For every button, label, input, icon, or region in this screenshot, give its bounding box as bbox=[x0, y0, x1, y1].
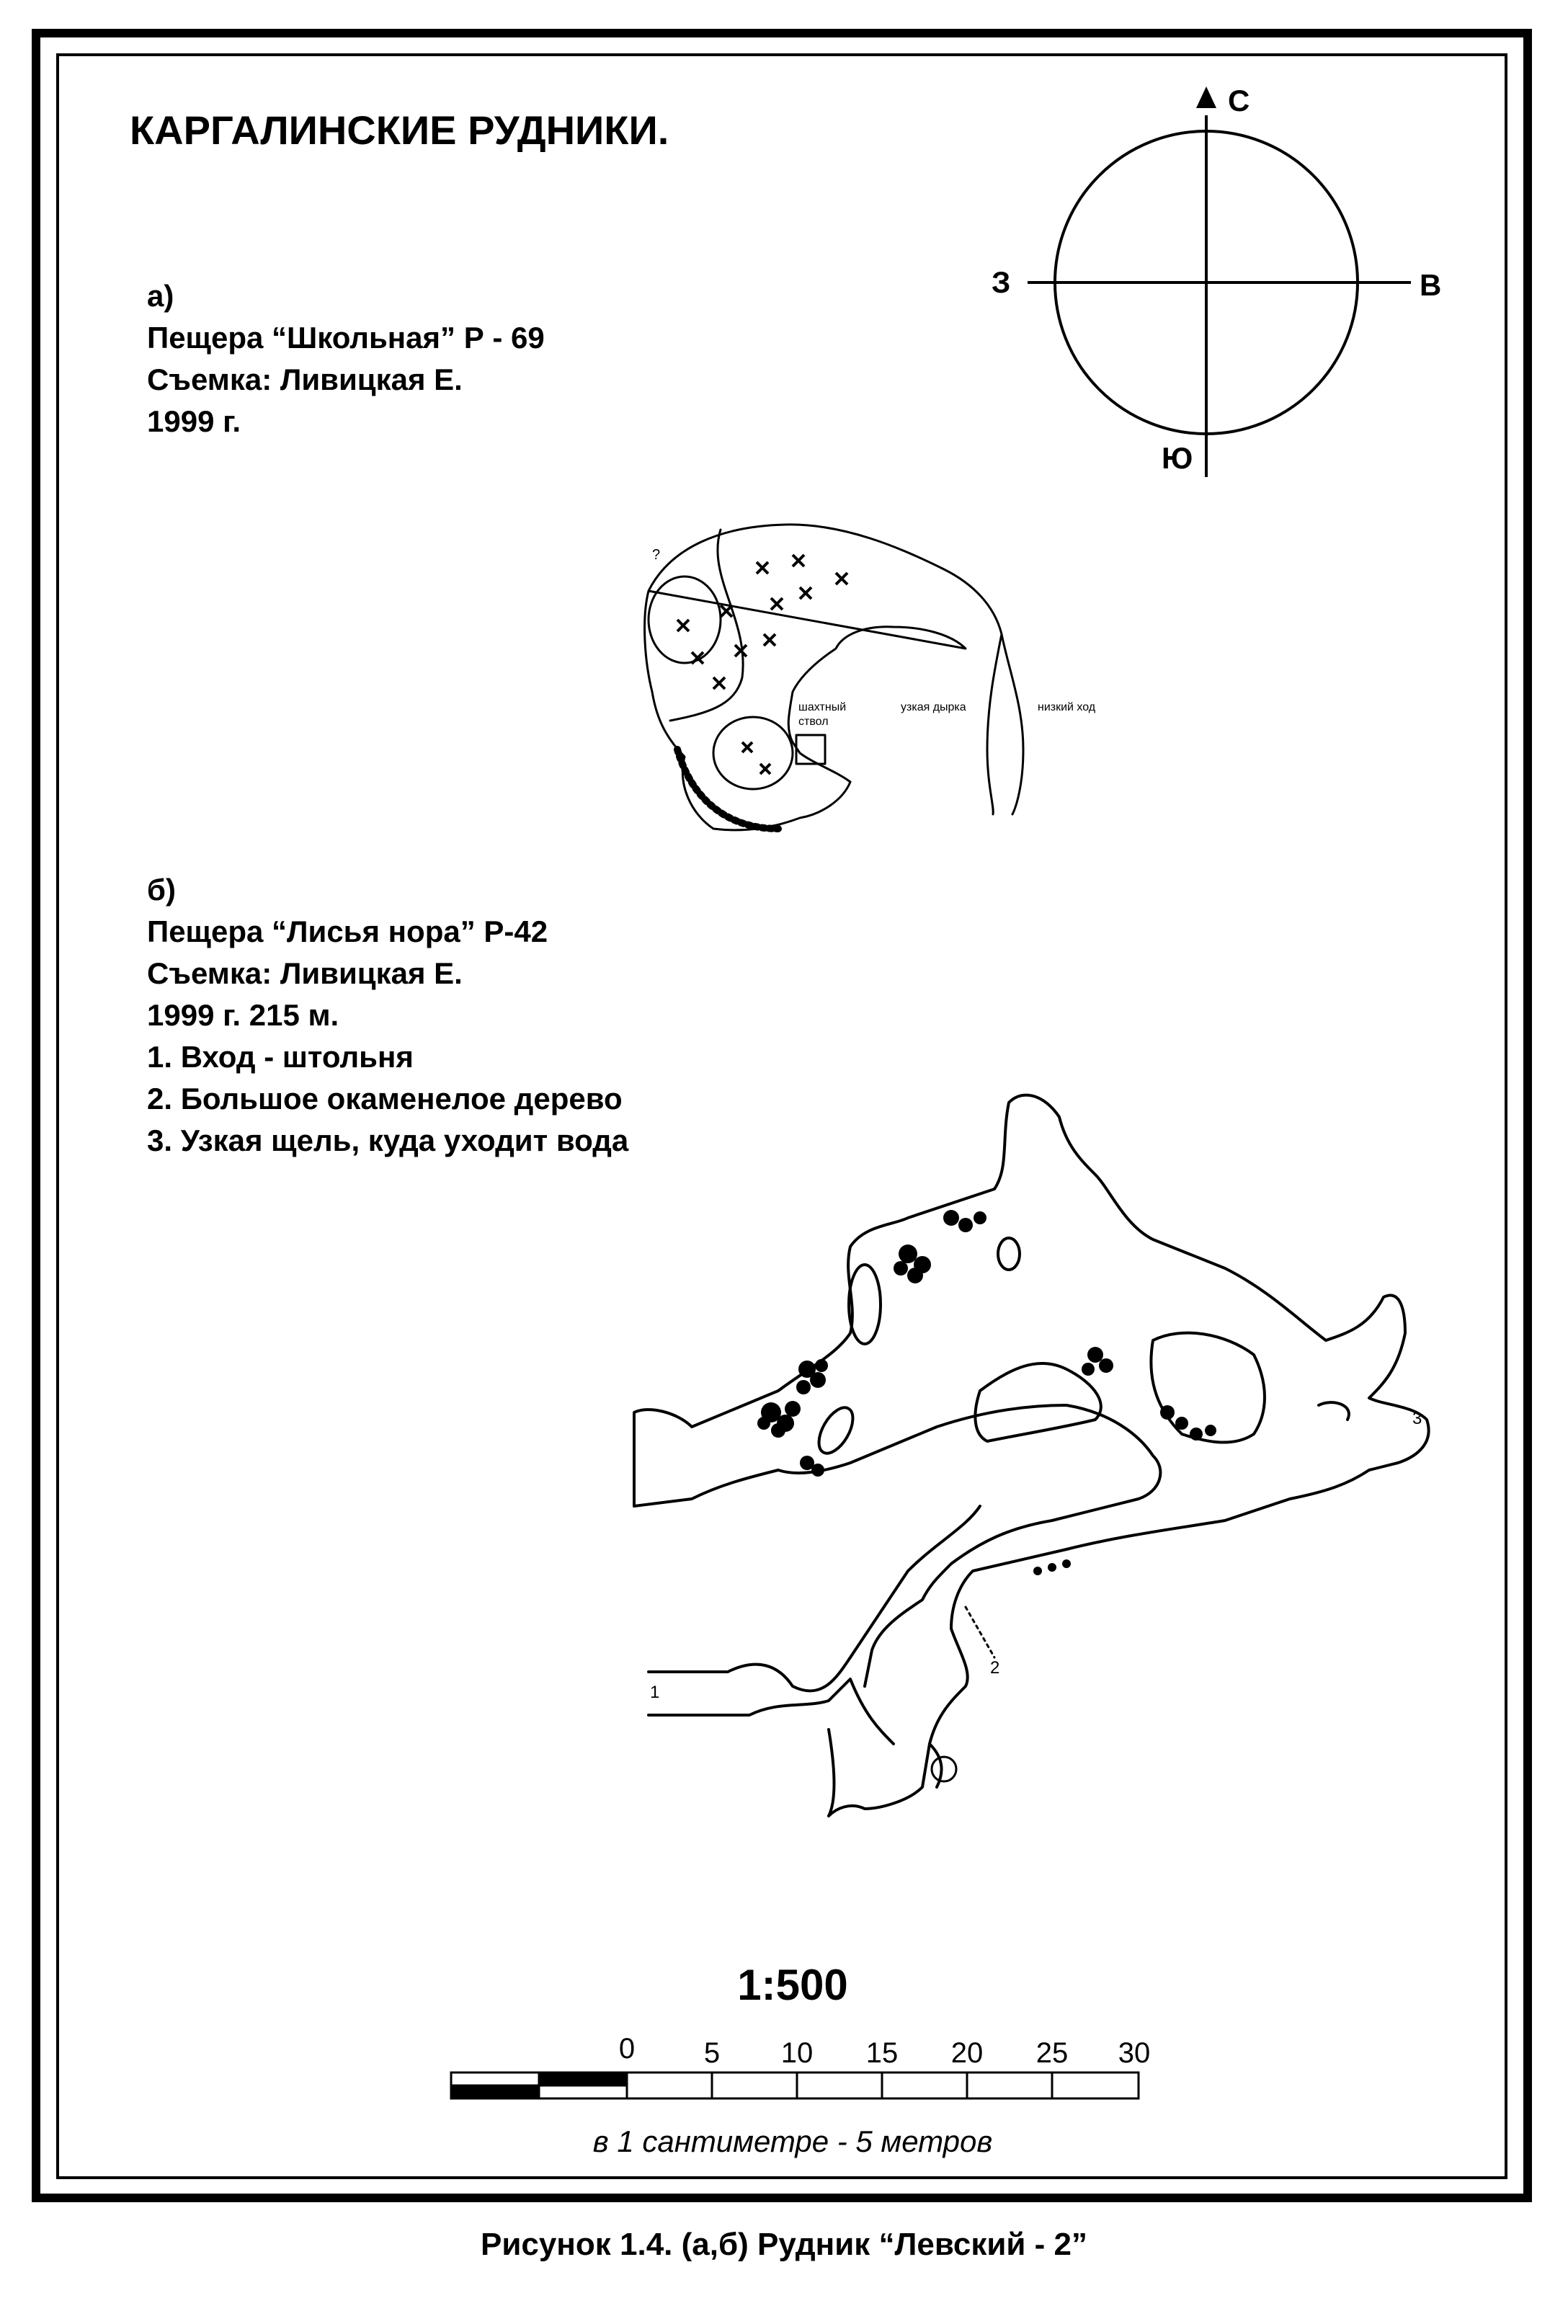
section-a-label: а) bbox=[147, 279, 174, 313]
scale-note: в 1 сантиметре - 5 метров bbox=[592, 2124, 993, 2158]
section-a-year: 1999 г. bbox=[147, 404, 241, 438]
section-b-legend-1: 1. Вход - штольня bbox=[147, 1040, 414, 1074]
cave-b-tree-marker-line bbox=[966, 1607, 994, 1657]
compass-east: В bbox=[1420, 268, 1442, 302]
section-b-legend-2: 2. Большое окаменелое дерево bbox=[147, 1082, 623, 1116]
section-b-survey: Съемка: Ливицкая Е. bbox=[147, 956, 463, 990]
section-a-survey: Съемка: Ливицкая Е. bbox=[147, 362, 463, 396]
scale-bar-segment bbox=[451, 2073, 539, 2085]
cave-b-marker-1: 1 bbox=[650, 1683, 660, 1702]
cave-b-marker-3: 3 bbox=[1412, 1409, 1422, 1428]
cave-a-pillar-2 bbox=[713, 717, 793, 789]
scale-bar-segment bbox=[451, 2085, 539, 2098]
cave-b-pillar-1 bbox=[849, 1265, 881, 1344]
compass bbox=[1028, 86, 1411, 477]
section-b-legend-3: 3. Узкая щель, куда уходит вода bbox=[147, 1123, 629, 1157]
north-arrow-icon bbox=[1196, 86, 1216, 108]
scale-tick-label: 15 bbox=[865, 2037, 899, 2069]
compass-north: С bbox=[1228, 84, 1250, 117]
cave-a-question-mark: ? bbox=[652, 547, 661, 563]
cave-a-label-narrow-hole: узкая дырка bbox=[901, 701, 966, 713]
scale-tick-label: 30 bbox=[1118, 2037, 1151, 2069]
scale-bar-segment bbox=[539, 2085, 627, 2098]
scale-tick-label: 5 bbox=[703, 2037, 721, 2069]
cave-b-outline-main bbox=[634, 1095, 1429, 1816]
cave-a-outline bbox=[645, 525, 1023, 830]
scale-bar-segment bbox=[539, 2073, 627, 2085]
figure-caption: Рисунок 1.4. (а,б) Рудник “Левский - 2” bbox=[480, 2227, 1088, 2262]
cave-a-crosses bbox=[677, 555, 847, 774]
scale-tick-label: 20 bbox=[950, 2037, 984, 2069]
scale-tick-label: 0 bbox=[618, 2033, 636, 2065]
cave-b-entrance-adit bbox=[649, 1506, 980, 1816]
cave-a-label-shaft-2: ствол bbox=[798, 716, 829, 728]
compass-south: Ю bbox=[1162, 441, 1193, 475]
scale-tick-label: 25 bbox=[1035, 2037, 1069, 2069]
section-b-cave-name: Пещера “Лисья нора” Р-42 bbox=[147, 914, 548, 948]
cave-a-label-shaft-1: шахтный bbox=[798, 701, 847, 713]
scale-ratio: 1:500 bbox=[737, 1961, 848, 2009]
cave-a-map bbox=[645, 525, 1023, 830]
section-b-label: б) bbox=[147, 873, 176, 907]
compass-west: З bbox=[992, 265, 1011, 299]
cave-b-pillar-2 bbox=[998, 1238, 1020, 1270]
cave-b-petrified-tree-icon bbox=[932, 1757, 956, 1781]
cave-b-marker-2: 2 bbox=[990, 1658, 1000, 1678]
section-a-cave-name: Пещера “Школьная” Р - 69 bbox=[147, 321, 545, 355]
scale-bar bbox=[451, 2073, 1139, 2098]
cave-b-pillar-3 bbox=[812, 1402, 860, 1459]
cave-b-map bbox=[634, 1095, 1429, 1816]
cave-b-boulder-clusters bbox=[757, 1210, 1216, 1575]
cave-b-narrow-crack bbox=[1319, 1402, 1349, 1420]
scale-tick-label: 10 bbox=[780, 2037, 814, 2069]
cave-a-pillar-1 bbox=[649, 576, 721, 663]
section-b-year-length: 1999 г. 215 м. bbox=[147, 998, 339, 1032]
page-title: КАРГАЛИНСКИЕ РУДНИКИ. bbox=[130, 107, 669, 153]
cave-a-label-low-passage: низкий ход bbox=[1038, 701, 1096, 713]
cave-b-pillar-4 bbox=[975, 1363, 1100, 1441]
